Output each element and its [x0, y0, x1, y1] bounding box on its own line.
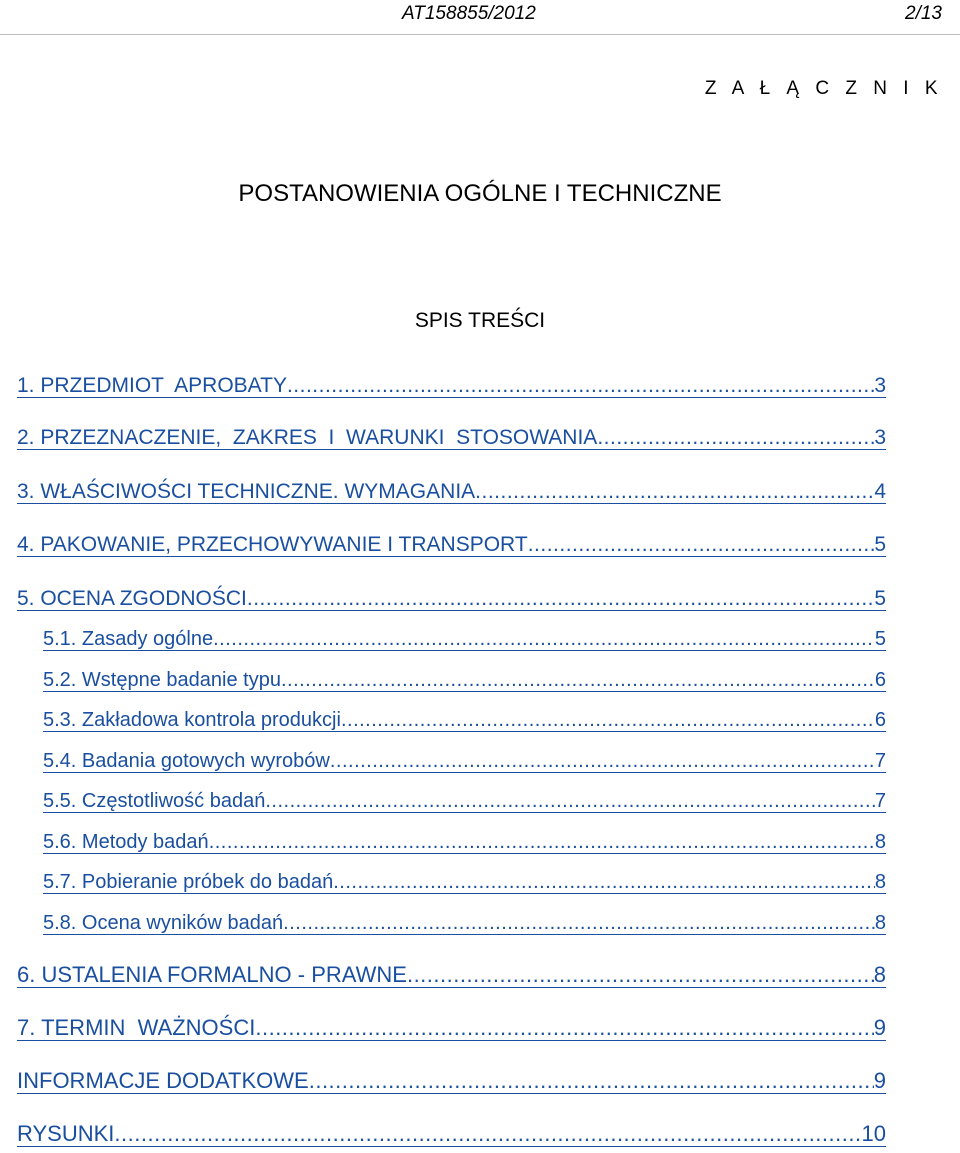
- toc-entry-title: INFORMACJE DODATKOWE: [17, 1068, 309, 1093]
- toc-leader-dots: [213, 629, 875, 651]
- toc-entry-title: 5.4. Badania gotowych wyrobów: [43, 750, 330, 772]
- toc-entry-title: RYSUNKI: [17, 1121, 115, 1146]
- toc-entry-title: 2. PRZEZNACZENIE, ZAKRES I WARUNKI STOSOWANIA: [17, 426, 598, 449]
- toc-entry-page: 8: [874, 912, 886, 934]
- toc-leader-dots: [283, 913, 875, 935]
- toc-entry-title: 4. PAKOWANIE, PRZECHOWYWANIE I TRANSPORT: [17, 533, 528, 556]
- toc-entry[interactable]: [17, 1070, 886, 1094]
- toc-entry[interactable]: [17, 1123, 886, 1147]
- toc-entry-page: 10: [861, 1121, 886, 1146]
- page-header: [0, 0, 960, 35]
- toc-entry[interactable]: [17, 791, 886, 813]
- toc-entry[interactable]: [17, 964, 886, 988]
- toc-entry[interactable]: [17, 534, 886, 557]
- toc-entry[interactable]: [17, 629, 886, 651]
- toc-leader-dots: [309, 1070, 874, 1094]
- toc-entry[interactable]: [17, 670, 886, 692]
- toc-entry-title: 5.1. Zasady ogólne: [43, 628, 214, 650]
- toc-leader-dots: [330, 751, 875, 773]
- toc-entry-page: 6: [874, 709, 886, 731]
- toc-leader-dots: [209, 832, 875, 854]
- toc-leader-dots: [528, 534, 875, 557]
- toc-entry-title: 1. PRZEDMIOT APROBATY: [17, 374, 287, 397]
- toc-entry-title: 5.6. Metody badań: [43, 831, 209, 853]
- toc-entry[interactable]: [17, 1017, 886, 1041]
- toc-entry[interactable]: [17, 872, 886, 894]
- toc-leader-dots: [255, 1017, 873, 1041]
- toc-entry-page: 6: [874, 669, 886, 691]
- toc-entry-title: 5.8. Ocena wyników badań: [43, 912, 284, 934]
- toc-leader-dots: [114, 1123, 861, 1147]
- toc-leader-dots: [597, 427, 874, 450]
- toc-entry-page: 7: [874, 790, 886, 812]
- toc-entry-title: 5.2. Wstępne badanie typu: [43, 669, 281, 691]
- toc-leader-dots: [281, 670, 875, 692]
- toc-leader-dots: [333, 872, 875, 894]
- toc-entry[interactable]: [17, 832, 886, 854]
- toc-heading: SPIS TREŚCI: [414, 309, 546, 332]
- toc-entry-title: 5.7. Pobieranie próbek do badań: [43, 871, 334, 893]
- toc-entry-page: 4: [874, 480, 886, 503]
- toc-leader-dots: [341, 710, 875, 732]
- toc-leader-dots: [407, 964, 874, 988]
- toc-leader-dots: [287, 375, 874, 398]
- toc-entry-page: 5: [874, 587, 886, 610]
- toc-entry-page: 3: [874, 374, 886, 397]
- page-number: 2/13: [905, 3, 942, 24]
- toc-entry[interactable]: [17, 710, 886, 732]
- attachment-label: Z A Ł Ą C Z N I K: [704, 78, 943, 99]
- toc-entry-page: 8: [873, 962, 886, 987]
- toc-entry-page: 9: [873, 1015, 886, 1040]
- document-id: AT158855/2012: [402, 3, 536, 24]
- toc-leader-dots: [265, 791, 875, 813]
- toc-entry[interactable]: [17, 588, 886, 611]
- toc-entry-page: 8: [874, 871, 886, 893]
- toc-entry[interactable]: [17, 913, 886, 935]
- page-title: POSTANOWIENIA OGÓLNE I TECHNICZNE: [238, 180, 722, 207]
- toc-entry-title: 5.3. Zakładowa kontrola produkcji: [43, 709, 341, 731]
- toc-entry-page: 7: [874, 750, 886, 772]
- toc-entry-page: 5: [874, 628, 886, 650]
- toc-entry-page: 9: [873, 1068, 886, 1093]
- toc-entry-title: 6. USTALENIA FORMALNO - PRAWNE: [17, 962, 407, 987]
- toc-entry-title: 7. TERMIN WAŻNOŚCI: [17, 1015, 256, 1040]
- toc-entry-title: 5. OCENA ZGODNOŚCI: [17, 587, 247, 610]
- toc-leader-dots: [247, 588, 874, 611]
- toc-leader-dots: [475, 481, 874, 504]
- toc-entry-title: 3. WŁAŚCIWOŚCI TECHNICZNE. WYMAGANIA: [17, 480, 476, 503]
- toc-entry-page: 3: [874, 426, 886, 449]
- toc-entry[interactable]: [17, 751, 886, 773]
- toc-entry-page: 5: [874, 533, 886, 556]
- toc-entry[interactable]: [17, 481, 886, 504]
- toc-entry[interactable]: [17, 427, 886, 450]
- toc-entry[interactable]: [17, 375, 886, 398]
- toc-entry-title: 5.5. Częstotliwość badań: [43, 790, 266, 812]
- toc-entry-page: 8: [874, 831, 886, 853]
